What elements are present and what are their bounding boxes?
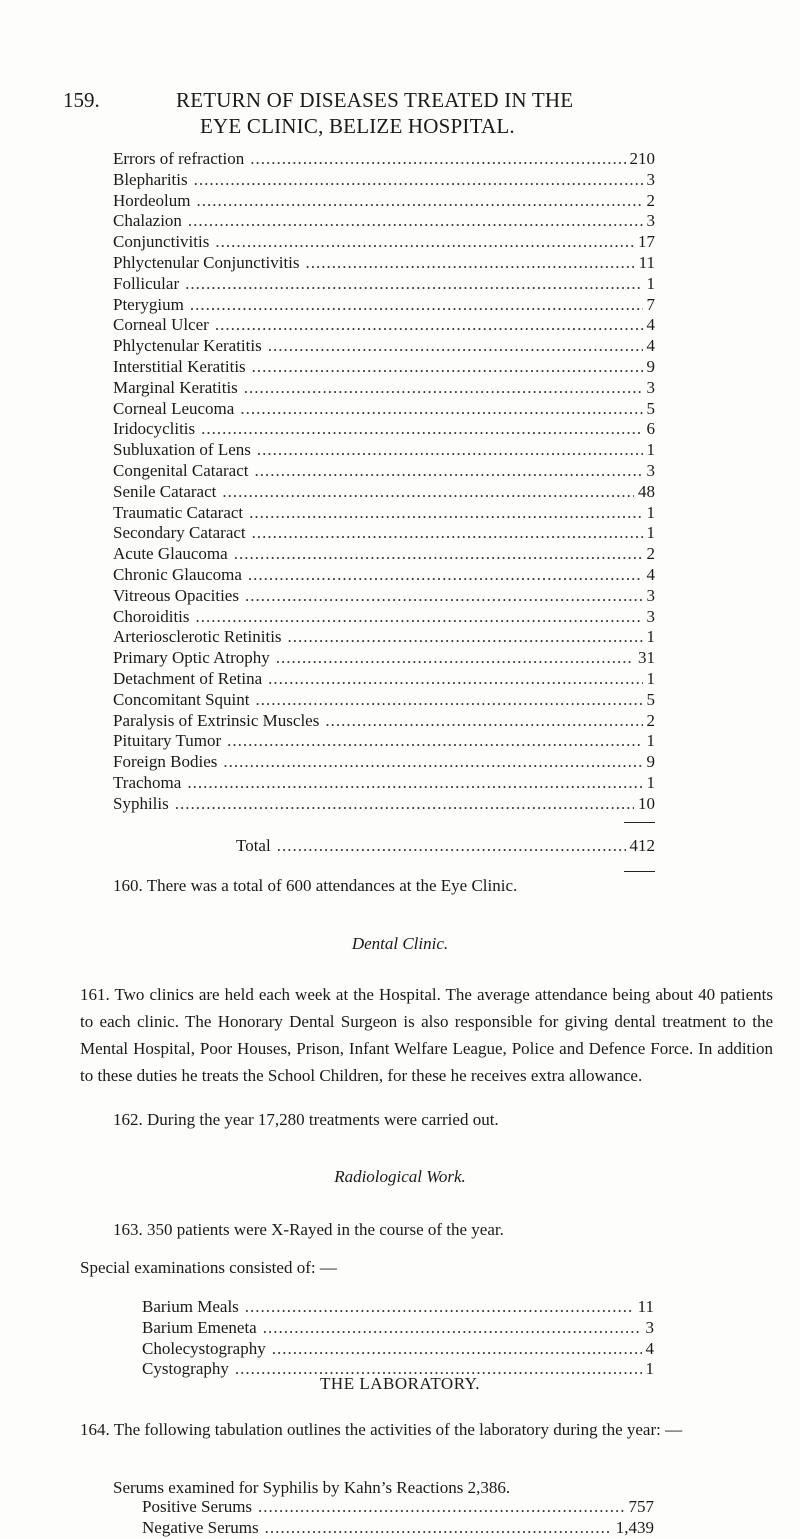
total-label: Total <box>236 836 271 855</box>
total-value: 412 <box>629 836 655 855</box>
row-label: Concomitant Squint <box>113 689 250 709</box>
row-value: 5 <box>646 398 655 418</box>
leader-dots <box>196 607 643 628</box>
leader-dots <box>201 419 642 440</box>
special-exams-list <box>142 1297 654 1380</box>
total-rule-top <box>624 822 655 823</box>
row-value: 5 <box>646 689 655 709</box>
leader-dots <box>258 1497 624 1518</box>
disease-row <box>113 274 655 295</box>
disease-row <box>113 711 655 732</box>
leader-dots <box>263 1318 642 1339</box>
row-value: 210 <box>629 149 655 168</box>
serum-row <box>142 1518 654 1539</box>
row-label: Positive Serums <box>142 1497 253 1516</box>
row-value: 31 <box>638 648 655 668</box>
row-label: Conjunctivitis <box>113 232 210 252</box>
disease-row <box>113 378 655 399</box>
disease-row <box>113 669 655 690</box>
page-number: 159. <box>63 88 100 112</box>
disease-row <box>113 773 655 794</box>
leader-dots <box>257 440 643 461</box>
disease-row <box>113 794 655 815</box>
row-value: 10 <box>638 793 655 813</box>
disease-row <box>113 357 655 378</box>
row-value: 1 <box>645 1359 654 1379</box>
row-value: 7 <box>646 294 655 314</box>
leader-dots <box>175 794 634 815</box>
serums-intro: Serums examined for Syphilis by Kahn’s Reactions 2,386. <box>113 1478 511 1497</box>
leader-dots <box>245 1297 634 1318</box>
row-value: 11 <box>637 1297 654 1316</box>
eye-clinic-disease-list <box>113 149 655 815</box>
row-value: 2 <box>646 710 655 730</box>
leader-dots <box>196 191 642 212</box>
row-label: Cholecystography <box>142 1338 266 1358</box>
row-value: 3 <box>646 585 655 605</box>
disease-row <box>113 211 655 232</box>
leader-dots <box>215 232 634 253</box>
row-label: Syphilis <box>113 793 169 813</box>
leader-dots <box>306 253 635 274</box>
leader-dots <box>288 627 643 648</box>
row-label: Trachoma <box>113 772 182 792</box>
row-value: 1 <box>646 440 655 460</box>
row-label: Errors of refraction <box>113 149 245 168</box>
leader-dots <box>252 523 643 544</box>
disease-row <box>113 191 655 212</box>
row-label: Pterygium <box>113 294 184 314</box>
leader-dots <box>265 1518 612 1539</box>
leader-dots <box>276 648 634 669</box>
disease-row <box>113 315 655 336</box>
paragraph-161: 161. Two clinics are held each week at the Hospital. The average attendance being about 40 patients to each clinic. The Honorary Dental Surgeon is also responsible for giving dental treatment to the Mental Hospital, Poor Houses, Prison, Infant Welfare League, Police and Defence Force. In addition to these duties he treats the School Children, for these he receives extra allowance. <box>80 985 773 1085</box>
row-label: Follicular <box>113 273 180 293</box>
row-value: 17 <box>638 232 655 252</box>
row-value: 3 <box>646 169 655 189</box>
leader-dots <box>277 836 626 857</box>
leader-dots <box>272 1339 642 1360</box>
heading-dental-clinic: Dental Clinic. <box>351 934 449 953</box>
row-label: Barium Emeneta <box>142 1317 257 1337</box>
row-label: Subluxation of Lens <box>113 440 251 460</box>
leader-dots <box>248 565 643 586</box>
special-exam-row <box>142 1297 654 1318</box>
row-label: Phlyctenular Keratitis <box>113 336 262 356</box>
row-label: Corneal Leucoma <box>113 398 235 418</box>
row-label: Primary Optic Atrophy <box>113 648 270 668</box>
row-label: Corneal Ulcer <box>113 315 209 335</box>
row-value: 11 <box>638 252 655 272</box>
row-value: 4 <box>645 1338 654 1358</box>
row-label: Chronic Glaucoma <box>113 564 242 584</box>
leader-dots <box>223 752 642 773</box>
row-label: Choroiditis <box>113 606 190 626</box>
row-label: Acute Glaucoma <box>113 544 228 564</box>
row-value: 1 <box>646 627 655 647</box>
leader-dots <box>244 378 643 399</box>
leader-dots <box>185 274 642 295</box>
leader-dots <box>194 170 643 191</box>
row-value: 4 <box>646 336 655 356</box>
row-value: 3 <box>646 460 655 480</box>
disease-row <box>113 461 655 482</box>
page-title-line1: RETURN OF DISEASES TREATED IN THE <box>176 88 574 112</box>
row-label: Vitreous Opacities <box>113 585 239 605</box>
leader-dots <box>215 315 643 336</box>
disease-row <box>113 690 655 711</box>
disease-row <box>113 419 655 440</box>
row-value: 1 <box>646 668 655 688</box>
row-label: Arteriosclerotic Retinitis <box>113 627 282 647</box>
disease-row <box>113 295 655 316</box>
heading-laboratory: THE LABORATORY. <box>320 1374 480 1393</box>
row-value: 1 <box>646 772 655 792</box>
row-value: 4 <box>646 564 655 584</box>
leader-dots <box>188 211 643 232</box>
row-label: Negative Serums <box>142 1517 259 1537</box>
row-label: Traumatic Cataract <box>113 502 244 522</box>
leader-dots <box>268 669 642 690</box>
row-value: 9 <box>646 752 655 772</box>
paragraph-162: 162. During the year 17,280 treatments were carried out. <box>113 1110 499 1129</box>
paragraph-160: 160. There was a total of 600 attendances at the Eye Clinic. <box>113 876 518 895</box>
leader-dots <box>255 690 642 711</box>
disease-row <box>113 627 655 648</box>
leader-dots <box>234 544 643 565</box>
disease-row <box>113 544 655 565</box>
disease-row <box>113 523 655 544</box>
serum-row <box>142 1497 654 1518</box>
row-value: 757 <box>628 1497 654 1516</box>
row-label: Iridocyclitis <box>113 419 196 439</box>
row-label: Blepharitis <box>113 169 188 189</box>
row-value: 3 <box>646 606 655 626</box>
row-label: Interstitial Keratitis <box>113 356 246 376</box>
leader-dots <box>227 731 642 752</box>
row-label: Barium Meals <box>142 1297 239 1316</box>
leader-dots <box>325 711 642 732</box>
paragraph-163: 163. 350 patients were X-Rayed in the course of the year. <box>113 1220 504 1239</box>
heading-radiological-work: Radiological Work. <box>334 1167 466 1186</box>
leader-dots <box>250 149 625 170</box>
row-value: 9 <box>646 356 655 376</box>
disease-row <box>113 232 655 253</box>
row-value: 1 <box>646 523 655 543</box>
leader-dots <box>249 503 642 524</box>
disease-row <box>113 482 655 503</box>
serums-list <box>142 1497 654 1539</box>
leader-dots <box>222 482 634 503</box>
leader-dots <box>187 773 642 794</box>
row-value: 1 <box>646 273 655 293</box>
row-value: 2 <box>646 544 655 564</box>
disease-row <box>113 170 655 191</box>
row-value: 48 <box>638 481 655 501</box>
disease-row <box>113 503 655 524</box>
row-label: Secondary Cataract <box>113 523 246 543</box>
disease-row <box>113 586 655 607</box>
row-label: Senile Cataract <box>113 481 217 501</box>
row-value: 6 <box>646 419 655 439</box>
disease-row <box>113 440 655 461</box>
leader-dots <box>254 461 642 482</box>
row-value: 1 <box>646 731 655 751</box>
row-value: 2 <box>646 190 655 210</box>
page-title-line2: EYE CLINIC, BELIZE HOSPITAL. <box>200 114 515 138</box>
disease-row <box>113 565 655 586</box>
row-value: 3 <box>646 211 655 231</box>
paragraph-164: 164. The following tabulation outlines the activities of the laboratory during the year: — <box>80 1420 683 1439</box>
row-label: Phlyctenular Conjunctivitis <box>113 252 300 272</box>
leader-dots <box>245 586 643 607</box>
row-label: Cystography <box>142 1359 229 1379</box>
disease-row <box>113 648 655 669</box>
disease-row <box>113 607 655 628</box>
disease-row <box>113 253 655 274</box>
leader-dots <box>252 357 643 378</box>
row-value: 4 <box>646 315 655 335</box>
row-value: 1,439 <box>615 1517 654 1537</box>
row-label: Congenital Cataract <box>113 460 249 480</box>
row-value: 1 <box>646 502 655 522</box>
leader-dots <box>268 336 643 357</box>
row-label: Marginal Keratitis <box>113 377 238 397</box>
row-label: Chalazion <box>113 211 182 231</box>
disease-row <box>113 731 655 752</box>
row-label: Detachment of Retina <box>113 668 263 688</box>
disease-row <box>113 399 655 420</box>
disease-row <box>113 336 655 357</box>
row-label: Paralysis of Extrinsic Muscles <box>113 710 320 730</box>
disease-row <box>113 752 655 773</box>
leader-dots <box>240 399 642 420</box>
row-label: Foreign Bodies <box>113 752 218 772</box>
disease-row <box>113 149 655 170</box>
leader-dots <box>190 295 643 316</box>
row-value: 3 <box>645 1317 654 1337</box>
row-value: 3 <box>646 377 655 397</box>
row-label: Pituitary Tumor <box>113 731 222 751</box>
special-exam-row <box>142 1318 654 1339</box>
total-row <box>236 836 655 857</box>
special-exams-intro: Special examinations consisted of: — <box>80 1258 337 1277</box>
special-exam-row <box>142 1339 654 1360</box>
row-label: Hordeolum <box>113 190 191 210</box>
